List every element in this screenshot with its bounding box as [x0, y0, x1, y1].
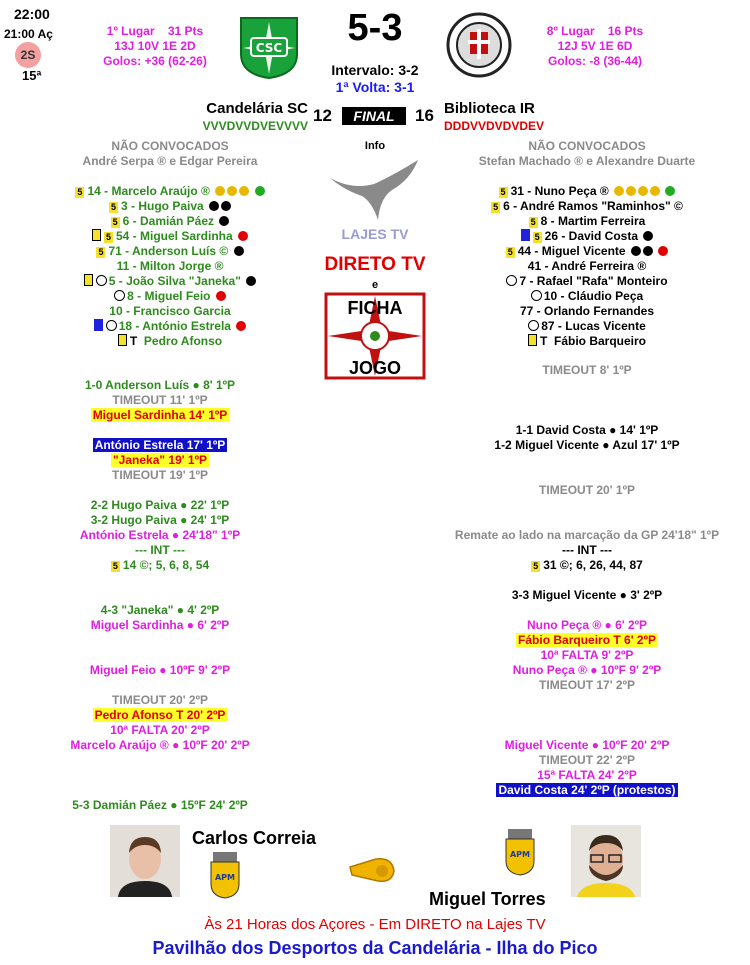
home-not-called: André Serpa ® e Edgar Pereira: [82, 154, 258, 168]
home-crest-icon: [237, 14, 301, 80]
away-points: 16 Pts: [607, 24, 644, 38]
event-row: 5 14 ©; 5, 6, 8, 54: [112, 558, 210, 572]
home-points: 31 Pts: [167, 24, 204, 38]
away-player: T Fábio Barqueiro: [437, 334, 737, 349]
round-badge-icon: 2S: [15, 42, 41, 68]
event-row: 10ª FALTA 20' 2ºP: [110, 723, 210, 737]
direto-tv-label[interactable]: DIRETO TV: [324, 254, 426, 275]
event-row: "Janeka" 19' 1ºP: [112, 453, 207, 467]
home-events: [0, 378, 320, 813]
whistle-icon: [346, 853, 400, 887]
away-stats: [525, 24, 665, 69]
event-row: 5 31 ©; 6, 26, 44, 87: [533, 558, 643, 572]
away-goals: Golos: -8 (36-44): [547, 54, 643, 68]
apm-crest-icon: [207, 850, 243, 900]
event-row: 15ª FALTA 24' 2ºP: [537, 768, 637, 782]
event-row: TIMEOUT 19' 1ºP: [112, 468, 208, 482]
event-row: David Costa 24' 2ºP (protestos): [498, 783, 676, 797]
away-squad: [437, 139, 737, 349]
event-row: 1-0 Anderson Luís ● 8' 1ºP: [84, 378, 236, 392]
home-player: 18 - António Estrela: [10, 319, 330, 334]
home-position: 1º Lugar: [106, 24, 155, 38]
home-player: T Pedro Afonso: [10, 334, 330, 349]
event-row: 4-3 "Janeka" ● 4' 2ºP: [100, 603, 220, 617]
event-row: Miguel Feio ● 10ºF 9' 2ºP: [89, 663, 231, 677]
halftime-score: Intervalo: 3-2: [331, 62, 419, 78]
home-goals: Golos: +36 (62-26): [103, 54, 207, 68]
away-player: 7 - Rafael "Rafa" Monteiro: [437, 274, 737, 289]
event-row: Marcelo Araújo ® ● 10ºF 20' 2ºP: [70, 738, 250, 752]
away-position: 8º Lugar: [546, 24, 595, 38]
event-row: TIMEOUT 20' 1ºP: [539, 483, 635, 497]
away-player: 10 - Cláudio Peça: [437, 289, 737, 304]
away-player: 5 31 - Nuno Peça ®: [437, 184, 737, 199]
event-row: Fábio Barqueiro T 6' 2ºP: [518, 633, 656, 647]
away-form: DDDVVDVDVDEV: [444, 119, 545, 133]
home-player: 5 14 - Marcelo Araújo ®: [10, 184, 330, 199]
first-leg-score: 1ª Volta: 3-1: [335, 79, 415, 95]
event-row: TIMEOUT 20' 2ºP: [112, 693, 208, 707]
local-time-label: 21:00 Aç: [4, 27, 53, 41]
away-player: 5 6 - André Ramos "Raminhos" ©: [493, 199, 683, 213]
home-stats: [85, 24, 225, 69]
away-player: 5 8 - Martim Ferreira: [530, 214, 646, 228]
event-row: 3-2 Hugo Paiva ● 24' 1ºP: [90, 513, 230, 527]
referee2-photo: [571, 825, 641, 897]
event-row: Miguel Sardinha ● 6' 2ºP: [90, 618, 230, 632]
event-row: 5-3 Damián Páez ● 15ºF 24' 2ºP: [72, 798, 248, 812]
apm-crest-icon-2: [502, 827, 538, 877]
svg-text:APM: APM: [214, 873, 236, 882]
away-crest-icon: [446, 12, 512, 78]
final-score: 5-3: [347, 7, 403, 49]
away-player: 77 - Orlando Fernandes: [519, 304, 655, 318]
home-player: 5 - João Silva "Janeka": [10, 274, 330, 289]
away-player: 41 - André Ferreira ®: [527, 259, 647, 273]
away-not-called: Stefan Machado ® e Alexandre Duarte: [478, 154, 696, 168]
event-row: Nuno Peça ® ● 6' 2ºP: [526, 618, 648, 632]
event-row: 2-2 Hugo Paiva ● 22' 1ºP: [90, 498, 230, 512]
referee1-name: Carlos Correia: [192, 828, 317, 848]
event-row: António Estrela 17' 1ºP: [94, 438, 226, 452]
event-row: 1-2 Miguel Vicente ● Azul 17' 1ºP: [494, 438, 680, 452]
event-row: Miguel Vicente ● 10ºF 20' 2ºP: [504, 738, 670, 752]
event-row: TIMEOUT 11' 1ºP: [112, 393, 208, 407]
away-player: 5 44 - Miguel Vicente: [437, 244, 737, 259]
jogo-label: JOGO: [348, 358, 401, 378]
away-player: 5 26 - David Costa: [437, 229, 737, 244]
event-row: António Estrela ● 24'18" 1ºP: [79, 528, 241, 542]
and-label: e: [371, 279, 379, 291]
home-record: 13J 10V 1E 2D: [114, 39, 196, 53]
footer-broadcast: Às 21 Horas dos Açores - Em DIRETO na Lajes TV: [204, 916, 546, 933]
referee2-name: Miguel Torres: [429, 889, 546, 909]
event-row: Pedro Afonso T 20' 2ºP: [94, 708, 226, 722]
status-badge: FINAL: [342, 107, 406, 125]
away-not-called-title: NÃO CONVOCADOS: [528, 139, 646, 153]
home-form: VVVDVVDVEVVVV: [202, 119, 308, 133]
event-row: Miguel Sardinha 14' 1ºP: [92, 408, 228, 422]
footer-venue: Pavilhão dos Desportos da Candelária - Ilha do Pico: [152, 938, 598, 958]
event-row: TIMEOUT 22' 2ºP: [539, 753, 635, 767]
home-player: 8 - Miguel Feio: [10, 289, 330, 304]
event-row: --- INT ---: [135, 543, 185, 557]
home-player: 5 54 - Miguel Sardinha: [10, 229, 330, 244]
event-row: 10ª FALTA 9' 2ºP: [540, 648, 634, 662]
svg-text:APM: APM: [509, 850, 531, 859]
home-player: 10 - Francisco Garcia: [109, 304, 231, 318]
event-row: Remate ao lado na marcação da GP 24'18" 1ºP: [454, 528, 720, 542]
home-games: 12: [313, 106, 332, 125]
event-row: 3-3 Miguel Vicente ● 3' 2ºP: [511, 588, 663, 602]
home-player: 5 3 - Hugo Paiva: [10, 199, 330, 214]
away-team-name: Biblioteca IR: [444, 100, 535, 117]
event-row: TIMEOUT 8' 1ºP: [542, 363, 632, 377]
tv-label: LAJES TV: [341, 226, 409, 242]
event-row: TIMEOUT 17' 2ºP: [539, 678, 635, 692]
home-player: 5 71 - Anderson Luís ©: [10, 244, 330, 259]
info-link[interactable]: Info: [364, 140, 386, 152]
home-crest-text: CSC: [255, 41, 283, 55]
event-row: --- INT ---: [562, 543, 612, 557]
ficha-jogo-logo[interactable]: [322, 290, 428, 382]
away-record: 12J 5V 1E 6D: [557, 39, 633, 53]
away-events: [437, 363, 737, 798]
home-squad: [10, 139, 330, 349]
away-player: 87 - Lucas Vicente: [437, 319, 737, 334]
home-player: 5 6 - Damián Páez: [10, 214, 330, 229]
event-row: Nuno Peça ® ● 10ºF 9' 2ºP: [512, 663, 662, 677]
time-label: 22:00: [14, 6, 50, 22]
home-team-name: Candelária SC: [206, 100, 308, 117]
lajes-tv-logo[interactable]: [322, 156, 428, 244]
round-label: 15ª: [22, 68, 42, 83]
referee1-photo: [110, 825, 180, 897]
away-games: 16: [415, 106, 434, 125]
ficha-label: FICHA: [347, 298, 403, 318]
event-row: 1-1 David Costa ● 14' 1ºP: [515, 423, 659, 437]
home-player: 11 - Milton Jorge ®: [116, 259, 224, 273]
home-not-called-title: NÃO CONVOCADOS: [111, 139, 229, 153]
